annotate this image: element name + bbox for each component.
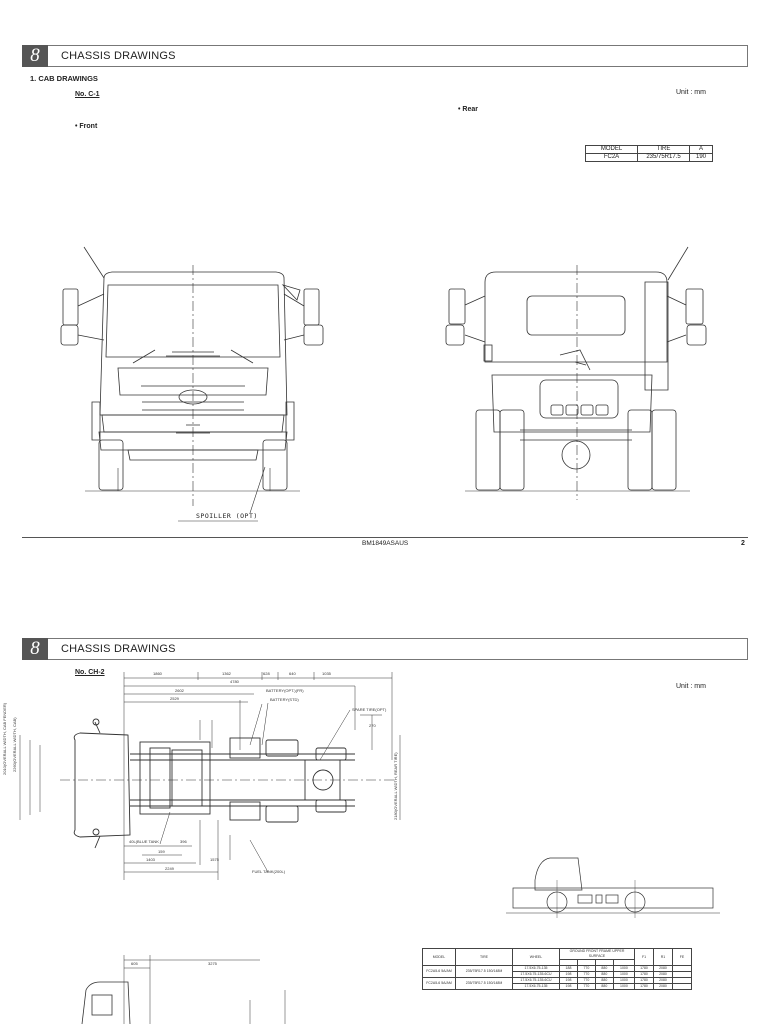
table-cell: 198 <box>560 978 578 984</box>
dim-label: 628 <box>263 671 270 676</box>
dim-label: 2602 <box>175 688 184 693</box>
dim-label: 1035 <box>322 671 331 676</box>
table-header: WHEEL <box>513 949 560 966</box>
spec-header-model: MODEL <box>586 146 638 154</box>
table-cell: 235/75R17.5 150/148M <box>456 978 513 990</box>
table-cell: 1780 <box>635 966 654 972</box>
subsection-title: 1. CAB DRAWINGS <box>30 74 98 83</box>
dim-label: 1362 <box>222 671 231 676</box>
dim-label: 2249 <box>165 866 174 871</box>
footer-code: BM1849ASAUS <box>362 540 409 547</box>
front-label: • Front <box>75 123 98 130</box>
table-cell: 1000 <box>613 966 634 972</box>
dim-label: 605 <box>131 961 138 966</box>
dim-label: 159 <box>158 849 165 854</box>
table-header: FE <box>673 949 692 966</box>
table-cell: 770 <box>577 984 595 990</box>
side-dim-label: 2180(OVERALL WIDTH, REAR TIRE) <box>393 752 398 820</box>
table-cell: 770 <box>577 966 595 972</box>
table-cell: 17.5X6.75-135 <box>513 984 560 990</box>
table-cell: 1780 <box>635 972 654 978</box>
spare-tire-label: SPARE TIRE(OPT) <box>352 707 387 712</box>
spec-cell: FC2A <box>586 154 638 162</box>
unit-label: Unit : mm <box>676 89 706 96</box>
table-cell: 770 <box>577 972 595 978</box>
dim-label: 2529 <box>170 696 179 701</box>
table-cell: 198 <box>560 972 578 978</box>
battery-rear-label: BATTERY(STD) <box>270 697 299 702</box>
table-cell: 880 <box>595 966 613 972</box>
table-header: TIRE <box>456 949 513 966</box>
rear-label: • Rear <box>458 106 478 113</box>
table-cell: 17.5X6.75-135-6CU <box>513 972 560 978</box>
spec-cell: 190 <box>690 154 713 162</box>
table-header: GROUND FRONT FRAME UPPER SURFACE <box>560 949 635 960</box>
table-cell: 2080 <box>654 978 673 984</box>
spoiler-label: SPOILLER (OPT) <box>196 512 258 520</box>
dim-label: 3275 <box>208 961 217 966</box>
adblue-tank-label: 40L(BLUE TANK <box>129 839 159 844</box>
table-cell: 198 <box>560 984 578 990</box>
table-cell: 2080 <box>654 984 673 990</box>
dim-label: 4780 <box>230 679 239 684</box>
drawing-number: No. CH-2 <box>75 669 105 676</box>
battery-front-label: BATTERY(OPT.)(FR) <box>266 688 304 693</box>
section-title: CHASSIS DRAWINGS <box>61 643 176 655</box>
dim-label: 640 <box>289 671 296 676</box>
table-cell: 2080 <box>654 966 673 972</box>
table-cell: 1000 <box>613 972 634 978</box>
dim-label: 1860 <box>153 671 162 676</box>
table-cell: 1000 <box>613 984 634 990</box>
table-cell: 188 <box>560 966 578 972</box>
dim-label: 1403 <box>146 857 155 862</box>
dim-label: 396 <box>180 839 187 844</box>
side-dim-label: 2010(OVERALL WIDTH, CAB FENDER) <box>2 702 7 775</box>
spec-header-a: A <box>690 146 713 154</box>
spec-cell: 235/75R17.5 <box>638 154 690 162</box>
section-number: 8 <box>22 45 48 67</box>
page-number: 2 <box>741 540 745 547</box>
table-cell: FC2A5-6 5A/AM <box>423 966 456 978</box>
section-title: CHASSIS DRAWINGS <box>61 50 176 62</box>
table-cell: 880 <box>595 972 613 978</box>
table-cell: 235/75R17.5 150/148M <box>456 966 513 978</box>
table-cell: 17.5X6.75-135-6CU <box>513 978 560 984</box>
section-number: 8 <box>22 638 48 660</box>
table-cell: 770 <box>577 978 595 984</box>
table-cell: 1000 <box>613 978 634 984</box>
table-cell: 880 <box>595 978 613 984</box>
table-cell: 17.5X6.75-135 <box>513 966 560 972</box>
spec-table <box>422 948 692 990</box>
table-cell: 880 <box>595 984 613 990</box>
table-header: F1 <box>635 949 654 966</box>
drawing-number: No. C-1 <box>75 91 100 98</box>
fuel-tank-label: FUEL TANK(200L) <box>252 869 286 874</box>
table-cell: 1780 <box>635 978 654 984</box>
table-cell: 2080 <box>654 972 673 978</box>
table-header: MODEL <box>423 949 456 966</box>
dim-label: 1575 <box>210 857 219 862</box>
spec-header-tire: TIRE <box>638 146 690 154</box>
table-header: R1 <box>654 949 673 966</box>
side-dim-label: 2260(OVERALL WIDTH, CAB) <box>12 717 17 772</box>
table-cell <box>673 984 692 990</box>
unit-label: Unit : mm <box>676 683 706 690</box>
dim-label: 270 <box>369 723 376 728</box>
table-cell: FC2A5-6 5A/AM <box>423 978 456 990</box>
table-cell: 1780 <box>635 984 654 990</box>
